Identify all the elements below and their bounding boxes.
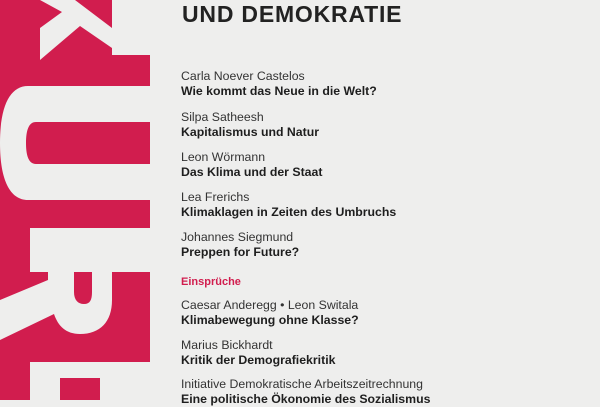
article-author: Johannes Siegmund [181, 230, 294, 244]
article-entry[interactable] [181, 190, 396, 220]
article-title: Das Klima und der Staat [181, 165, 323, 179]
article-author: Marius Bickhardt [181, 338, 273, 352]
article-title: Preppen for Future? [181, 245, 300, 259]
section-label-einsprueche: Einsprüche [181, 276, 241, 288]
article-entry[interactable] [181, 150, 322, 180]
article-title: Kapitalismus und Natur [181, 125, 320, 139]
article-author: Leon Wörmann [181, 150, 266, 164]
magazine-logo-letters-icon [0, 0, 150, 400]
magazine-logo-band [0, 0, 150, 400]
issue-title: UND DEMOKRATIE [182, 1, 403, 27]
article-author: Lea Frerichs [181, 190, 250, 204]
article-title: Klimabewegung ohne Klasse? [181, 313, 359, 327]
article-author: Silpa Satheesh [181, 110, 264, 124]
article-title: Klimaklagen in Zeiten des Umbruchs [181, 205, 397, 219]
article-author: Initiative Demokratische Arbeitszeitrechnung [181, 377, 423, 391]
article-entry[interactable] [181, 298, 359, 328]
article-entry[interactable] [181, 377, 430, 407]
article-entry[interactable] [181, 338, 335, 368]
article-title: Eine politische Ökonomie des Sozialismus [181, 392, 431, 406]
article-title: Kritik der Demografiekritik [181, 353, 336, 367]
article-author: Caesar Anderegg • Leon Switala [181, 298, 359, 312]
article-entry[interactable] [181, 110, 319, 140]
article-author: Carla Noever Castelos [181, 69, 305, 83]
article-entry[interactable] [181, 69, 377, 99]
article-title: Wie kommt das Neue in die Welt? [181, 84, 377, 98]
article-entry[interactable] [181, 230, 299, 260]
